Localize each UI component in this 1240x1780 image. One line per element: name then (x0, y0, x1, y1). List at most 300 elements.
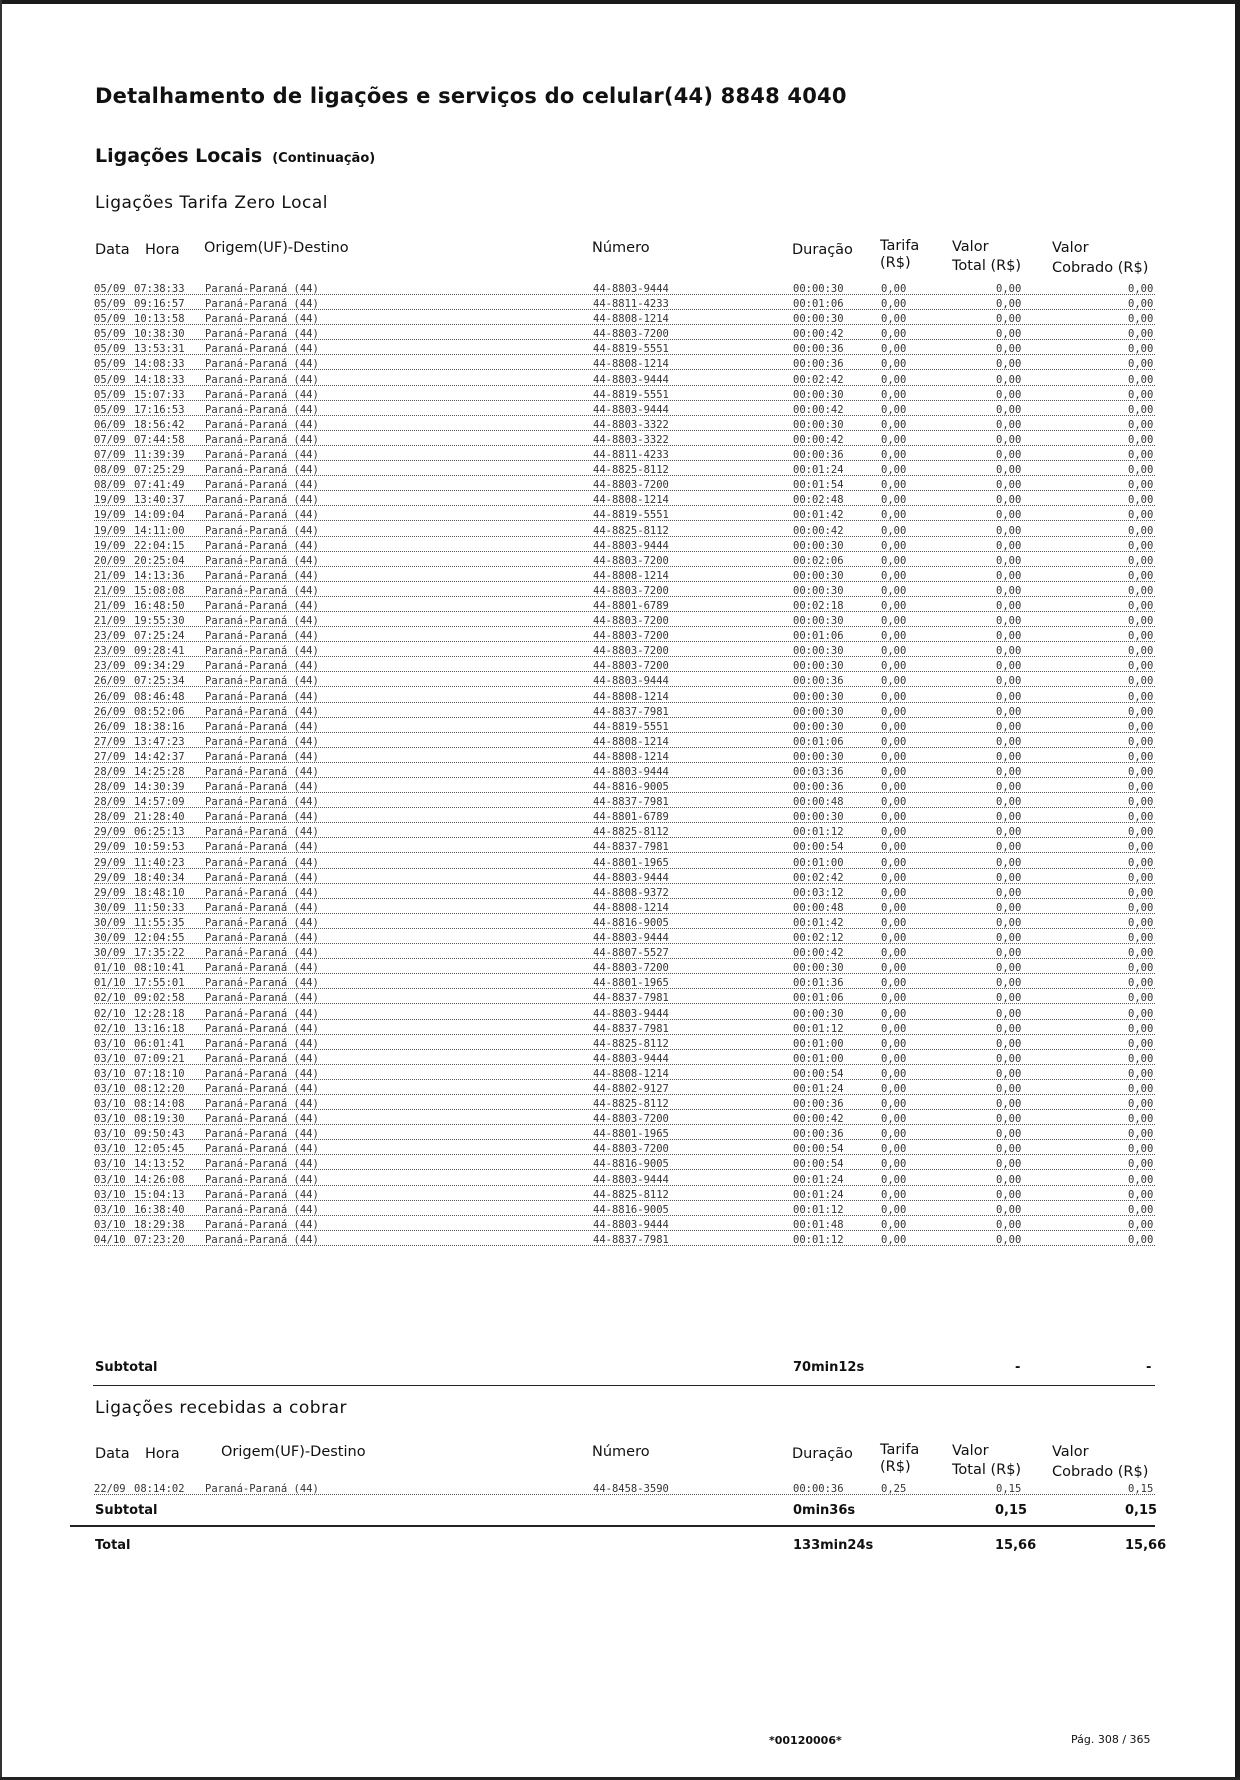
cell-time: 06:25:13 (134, 826, 185, 839)
cell-valor-total: 0,00 (996, 1113, 1022, 1126)
cell-number: 44-8808-1214 (593, 1067, 669, 1080)
cell-time: 07:09:21 (134, 1052, 185, 1065)
cell-tarifa: 0,00 (881, 328, 907, 341)
cell-date: 30/09 (94, 916, 126, 929)
table-row (0, 1128, 1240, 1143)
cell-valor-total: 0,00 (996, 750, 1022, 763)
table-row (0, 1189, 1240, 1204)
cell-valor-total: 0,00 (996, 283, 1022, 295)
cell-origin: Paraná-Paraná (44) (205, 1037, 319, 1050)
cell-valor-total: 0,00 (996, 932, 1022, 945)
cell-duration: 00:01:12 (793, 826, 844, 839)
cell-valor-cobrado: 0,00 (1128, 1233, 1154, 1246)
cell-number: 44-8803-9444 (593, 1052, 669, 1065)
cell-number: 44-8837-7981 (593, 1233, 669, 1246)
cell-valor-total: 0,00 (996, 358, 1022, 371)
cell-number: 44-8803-9444 (593, 373, 669, 386)
cell-valor-total: 0,00 (996, 645, 1022, 658)
cell-duration: 00:00:36 (793, 358, 844, 371)
cell-tarifa: 0,00 (881, 947, 907, 960)
cell-tarifa: 0,00 (881, 1098, 907, 1111)
cell-duration: 00:00:30 (793, 720, 844, 733)
cell-number: 44-8801-6789 (593, 599, 669, 612)
cell-valor-cobrado: 0,00 (1128, 358, 1154, 371)
cell-date: 03/10 (94, 1188, 126, 1201)
cell-time: 11:40:23 (134, 856, 185, 869)
cell-valor-cobrado: 0,00 (1128, 916, 1154, 929)
header-valor-label: Valor (952, 239, 989, 255)
cell-duration: 00:01:00 (793, 856, 844, 869)
table-row (0, 962, 1240, 977)
cell-number: 44-8803-9444 (593, 871, 669, 884)
cell-tarifa: 0,00 (881, 343, 907, 356)
cell-duration: 00:00:36 (793, 1128, 844, 1141)
cell-valor-cobrado: 0,00 (1128, 690, 1154, 703)
table-row (0, 1023, 1240, 1038)
cell-duration: 00:00:30 (793, 388, 844, 401)
cell-date: 26/09 (94, 720, 126, 733)
cell-time: 14:25:28 (134, 766, 185, 778)
subtotal-valor-total: 0,15 (995, 1503, 1028, 1518)
table-row (0, 1098, 1240, 1113)
cell-origin: Paraná-Paraná (44) (205, 690, 319, 703)
cell-origin: Paraná-Paraná (44) (205, 826, 319, 839)
cell-origin: Paraná-Paraná (44) (205, 645, 319, 658)
cell-date: 03/10 (94, 1128, 126, 1141)
header-data: Data (95, 1446, 130, 1462)
cell-duration: 00:00:54 (793, 1143, 844, 1156)
cell-tarifa: 0,00 (881, 298, 907, 311)
cell-duration: 00:00:30 (793, 645, 844, 658)
cell-time: 11:39:39 (134, 449, 185, 462)
cell-time: 07:25:24 (134, 630, 185, 643)
cell-tarifa: 0,00 (881, 1203, 907, 1216)
cell-valor-total: 0,00 (996, 1052, 1022, 1065)
cell-duration: 00:00:36 (793, 1098, 844, 1111)
cell-tarifa: 0,00 (881, 1052, 907, 1065)
cell-duration: 00:01:06 (793, 298, 844, 311)
cell-valor-total: 0,00 (996, 841, 1022, 854)
cell-tarifa: 0,00 (881, 1082, 907, 1095)
cell-duration: 00:00:30 (793, 811, 844, 824)
cell-origin: Paraná-Paraná (44) (205, 524, 319, 537)
table-row (0, 841, 1240, 856)
table-row (0, 675, 1240, 690)
cell-valor-cobrado: 0,00 (1128, 1052, 1154, 1065)
cell-date: 05/09 (94, 283, 126, 295)
cell-date: 02/10 (94, 992, 126, 1005)
cell-valor-cobrado: 0,00 (1128, 554, 1154, 567)
cell-time: 16:48:50 (134, 599, 185, 612)
cell-tarifa: 0,00 (881, 992, 907, 1005)
cell-duration: 00:00:30 (793, 283, 844, 295)
subtotal-duration: 0min36s (793, 1503, 856, 1518)
cell-tarifa: 0,00 (881, 1188, 907, 1201)
header-numero: Número (592, 1444, 650, 1460)
cell-tarifa: 0,00 (881, 932, 907, 945)
cell-duration: 00:00:30 (793, 539, 844, 552)
header-valor-cobrado (1052, 238, 1148, 278)
header-cobrado-label: Cobrado (R$) (1052, 260, 1149, 276)
cell-date: 26/09 (94, 705, 126, 718)
cell-time: 17:35:22 (134, 947, 185, 960)
cell-valor-total: 0,00 (996, 660, 1022, 673)
cell-tarifa: 0,00 (881, 358, 907, 371)
cell-number: 44-8803-9444 (593, 932, 669, 945)
cell-duration: 00:00:36 (793, 449, 844, 462)
cell-origin: Paraná-Paraná (44) (205, 1188, 319, 1201)
cell-valor-cobrado: 0,00 (1128, 645, 1154, 658)
section-title-text: Ligações Locais (95, 145, 263, 167)
cell-duration: 00:01:06 (793, 630, 844, 643)
cell-valor-total: 0,00 (996, 1203, 1022, 1216)
table-row (0, 1174, 1240, 1189)
table-row (0, 751, 1240, 766)
cell-origin: Paraná-Paraná (44) (205, 615, 319, 628)
cell-duration: 00:01:24 (793, 1173, 844, 1186)
cell-date: 29/09 (94, 871, 126, 884)
table-row (0, 570, 1240, 585)
cell-valor-cobrado: 0,00 (1128, 660, 1154, 673)
cell-number: 44-8819-5551 (593, 509, 669, 522)
cell-origin: Paraná-Paraná (44) (205, 418, 319, 431)
cell-number: 44-8825-8112 (593, 464, 669, 477)
cell-date: 19/09 (94, 509, 126, 522)
cell-tarifa: 0,00 (881, 1067, 907, 1080)
table-row (0, 826, 1240, 841)
cell-valor-total: 0,00 (996, 1188, 1022, 1201)
cell-valor-total: 0,00 (996, 403, 1022, 416)
cell-time: 07:25:29 (134, 464, 185, 477)
divider (70, 1525, 1155, 1527)
table-row (0, 947, 1240, 962)
cell-valor-total: 0,00 (996, 1037, 1022, 1050)
cell-origin: Paraná-Paraná (44) (205, 962, 319, 975)
cell-origin: Paraná-Paraná (44) (205, 675, 319, 688)
cell-time: 07:18:10 (134, 1067, 185, 1080)
cell-valor-cobrado: 0,00 (1128, 373, 1154, 386)
cell-date: 03/10 (94, 1082, 126, 1095)
cell-valor-total: 0,00 (996, 690, 1022, 703)
table-row (0, 1008, 1240, 1023)
header-tarifa-unit: (R$) (880, 1459, 911, 1475)
cell-valor-total: 0,00 (996, 418, 1022, 431)
cell-date: 05/09 (94, 403, 126, 416)
cell-date: 03/10 (94, 1037, 126, 1050)
table-row (0, 1204, 1240, 1219)
cell-tarifa: 0,00 (881, 388, 907, 401)
cell-tarifa: 0,00 (881, 705, 907, 718)
cell-date: 30/09 (94, 947, 126, 960)
cell-time: 13:47:23 (134, 735, 185, 748)
cell-valor-cobrado: 0,00 (1128, 1203, 1154, 1216)
subtotal-duration: 70min12s (793, 1360, 865, 1375)
cell-time: 22:04:15 (134, 539, 185, 552)
cell-time: 15:04:13 (134, 1188, 185, 1201)
cell-date: 03/10 (94, 1158, 126, 1171)
table-row (0, 811, 1240, 826)
cell-valor-total: 0,00 (996, 509, 1022, 522)
cell-time: 14:08:33 (134, 358, 185, 371)
cell-tarifa: 0,00 (881, 886, 907, 899)
cell-valor-cobrado: 0,00 (1128, 615, 1154, 628)
cell-valor-cobrado: 0,00 (1128, 901, 1154, 914)
cell-tarifa: 0,00 (881, 826, 907, 839)
cell-valor-cobrado: 0,00 (1128, 1173, 1154, 1186)
cell-date: 27/09 (94, 750, 126, 763)
cell-tarifa: 0,00 (881, 781, 907, 794)
cell-origin: Paraná-Paraná (44) (205, 343, 319, 356)
cell-valor-cobrado: 0,00 (1128, 630, 1154, 643)
cell-origin: Paraná-Paraná (44) (205, 947, 319, 960)
cell-date: 03/10 (94, 1218, 126, 1231)
cell-date: 23/09 (94, 645, 126, 658)
cell-number: 44-8837-7981 (593, 1022, 669, 1035)
cell-valor-cobrado: 0,00 (1128, 1188, 1154, 1201)
cell-tarifa: 0,00 (881, 1158, 907, 1171)
cell-time: 09:28:41 (134, 645, 185, 658)
table-body-tarifa-zero (0, 283, 1240, 1249)
cell-valor-total: 0,00 (996, 705, 1022, 718)
cell-valor-cobrado: 0,00 (1128, 539, 1154, 552)
cell-origin: Paraná-Paraná (44) (205, 509, 319, 522)
cell-date: 21/09 (94, 615, 126, 628)
cell-time: 08:19:30 (134, 1113, 185, 1126)
table-row (0, 298, 1240, 313)
cell-time: 08:10:41 (134, 962, 185, 975)
cell-number: 44-8825-8112 (593, 826, 669, 839)
cell-number: 44-8803-9444 (593, 539, 669, 552)
table-row (0, 600, 1240, 615)
cell-valor-cobrado: 0,00 (1128, 1007, 1154, 1020)
cell-date: 30/09 (94, 901, 126, 914)
cell-number: 44-8825-8112 (593, 524, 669, 537)
header-tarifa (880, 238, 919, 272)
cell-origin: Paraná-Paraná (44) (205, 811, 319, 824)
table-row (0, 781, 1240, 796)
cell-duration: 00:00:30 (793, 418, 844, 431)
cell-valor-total: 0,00 (996, 599, 1022, 612)
cell-time: 07:38:33 (134, 283, 185, 295)
cell-number: 44-8803-7200 (593, 630, 669, 643)
subtotal-label: Subtotal (95, 1360, 158, 1375)
cell-number: 44-8803-7200 (593, 328, 669, 341)
cell-number: 44-8803-9444 (593, 403, 669, 416)
header-tarifa-unit: (R$) (880, 255, 911, 271)
cell-valor-cobrado: 0,00 (1128, 856, 1154, 869)
table-row (0, 1068, 1240, 1083)
cell-duration: 00:00:36 (793, 343, 844, 356)
cell-origin: Paraná-Paraná (44) (205, 1022, 319, 1035)
cell-time: 13:40:37 (134, 494, 185, 507)
cell-date: 29/09 (94, 886, 126, 899)
header-valor-label: Valor (952, 1443, 989, 1459)
cell-number: 44-8803-7200 (593, 554, 669, 567)
cell-tarifa: 0,00 (881, 418, 907, 431)
header-tarifa-label: Tarifa (880, 238, 920, 254)
cell-number: 44-8811-4233 (593, 449, 669, 462)
cell-origin: Paraná-Paraná (44) (205, 433, 319, 446)
cell-valor-total: 0,00 (996, 1082, 1022, 1095)
cell-valor-total: 0,00 (996, 313, 1022, 326)
cell-duration: 00:00:30 (793, 584, 844, 597)
cell-date: 03/10 (94, 1173, 126, 1186)
cell-time: 18:29:38 (134, 1218, 185, 1231)
header-valor-total (952, 238, 1021, 276)
cell-valor-total: 0,00 (996, 615, 1022, 628)
cell-date: 19/09 (94, 524, 126, 537)
subtotal-label: Subtotal (95, 1503, 158, 1518)
cell-duration: 00:01:24 (793, 1082, 844, 1095)
header-hora: Hora (145, 242, 180, 258)
cell-valor-total: 0,00 (996, 947, 1022, 960)
cell-time: 13:16:18 (134, 1022, 185, 1035)
cell-valor-total: 0,00 (996, 886, 1022, 899)
cell-number: 44-8808-1214 (593, 358, 669, 371)
cell-origin: Paraná-Paraná (44) (205, 1203, 319, 1216)
cell-time: 09:16:57 (134, 298, 185, 311)
cell-number: 44-8808-1214 (593, 313, 669, 326)
cell-duration: 00:01:00 (793, 1037, 844, 1050)
cell-number: 44-8803-9444 (593, 766, 669, 778)
cell-duration: 00:01:00 (793, 1052, 844, 1065)
cell-tarifa: 0,25 (881, 1483, 907, 1495)
cell-tarifa: 0,00 (881, 554, 907, 567)
cell-duration: 00:02:06 (793, 554, 844, 567)
cell-time: 08:14:02 (134, 1483, 185, 1495)
cell-valor-total: 0,00 (996, 1022, 1022, 1035)
header-duracao: Duração (792, 1446, 853, 1462)
table-row (0, 1143, 1240, 1158)
cell-time: 20:25:04 (134, 554, 185, 567)
cell-valor-total: 0,00 (996, 1158, 1022, 1171)
cell-date: 21/09 (94, 584, 126, 597)
cell-time: 14:13:52 (134, 1158, 185, 1171)
cell-date: 23/09 (94, 630, 126, 643)
cell-time: 15:07:33 (134, 388, 185, 401)
cell-duration: 00:03:36 (793, 766, 844, 778)
cell-origin: Paraná-Paraná (44) (205, 358, 319, 371)
cell-date: 29/09 (94, 826, 126, 839)
cell-time: 07:25:34 (134, 675, 185, 688)
cell-valor-cobrado: 0,00 (1128, 569, 1154, 582)
cell-number: 44-8837-7981 (593, 705, 669, 718)
cell-origin: Paraná-Paraná (44) (205, 796, 319, 809)
cell-valor-total: 0,00 (996, 584, 1022, 597)
cell-tarifa: 0,00 (881, 449, 907, 462)
cell-origin: Paraná-Paraná (44) (205, 1218, 319, 1231)
table-row (0, 887, 1240, 902)
cell-time: 09:50:43 (134, 1128, 185, 1141)
cell-tarifa: 0,00 (881, 584, 907, 597)
cell-date: 04/10 (94, 1233, 126, 1246)
cell-valor-cobrado: 0,00 (1128, 871, 1154, 884)
cell-time: 08:46:48 (134, 690, 185, 703)
cell-date: 08/09 (94, 464, 126, 477)
cell-valor-cobrado: 0,00 (1128, 796, 1154, 809)
table-row (0, 630, 1240, 645)
cell-date: 22/09 (94, 1483, 126, 1495)
cell-valor-total: 0,00 (996, 1233, 1022, 1246)
cell-duration: 00:00:36 (793, 781, 844, 794)
cell-date: 03/10 (94, 1098, 126, 1111)
cell-duration: 00:01:12 (793, 1022, 844, 1035)
table-row (0, 283, 1240, 298)
cell-date: 29/09 (94, 841, 126, 854)
cell-duration: 00:00:30 (793, 690, 844, 703)
cell-time: 07:23:20 (134, 1233, 185, 1246)
cell-date: 03/10 (94, 1052, 126, 1065)
cell-valor-cobrado: 0,00 (1128, 328, 1154, 341)
cell-date: 03/10 (94, 1203, 126, 1216)
cell-tarifa: 0,00 (881, 720, 907, 733)
header-origem: Origem(UF)-Destino (204, 240, 349, 256)
table-row (0, 1083, 1240, 1098)
cell-date: 01/10 (94, 977, 126, 990)
cell-valor-total: 0,00 (996, 977, 1022, 990)
table-row (0, 343, 1240, 358)
cell-valor-cobrado: 0,00 (1128, 1098, 1154, 1111)
subtotal-row-recebidas (0, 1503, 1240, 1523)
cell-origin: Paraná-Paraná (44) (205, 373, 319, 386)
section-note: (Continuação) (272, 151, 376, 166)
cell-time: 14:09:04 (134, 509, 185, 522)
cell-valor-cobrado: 0,00 (1128, 766, 1154, 778)
cell-time: 09:02:58 (134, 992, 185, 1005)
table-row (0, 796, 1240, 811)
cell-duration: 00:00:42 (793, 947, 844, 960)
cell-origin: Paraná-Paraná (44) (205, 1173, 319, 1186)
cell-duration: 00:00:42 (793, 1113, 844, 1126)
cell-valor-total: 0,00 (996, 675, 1022, 688)
cell-duration: 00:01:48 (793, 1218, 844, 1231)
cell-number: 44-8803-9444 (593, 1173, 669, 1186)
cell-number: 44-8803-9444 (593, 1007, 669, 1020)
cell-valor-total: 0,00 (996, 1098, 1022, 1111)
cell-duration: 00:00:48 (793, 901, 844, 914)
header-duracao: Duração (792, 242, 853, 258)
table-row (0, 917, 1240, 932)
cell-tarifa: 0,00 (881, 962, 907, 975)
cell-date: 19/09 (94, 539, 126, 552)
header-total-label: Total (R$) (952, 1462, 1022, 1478)
cell-valor-cobrado: 0,00 (1128, 1022, 1154, 1035)
cell-origin: Paraná-Paraná (44) (205, 539, 319, 552)
cell-valor-cobrado: 0,00 (1128, 464, 1154, 477)
cell-time: 17:55:01 (134, 977, 185, 990)
cell-number: 44-8803-9444 (593, 283, 669, 295)
cell-tarifa: 0,00 (881, 675, 907, 688)
cell-origin: Paraná-Paraná (44) (205, 554, 319, 567)
cell-time: 11:50:33 (134, 901, 185, 914)
cell-time: 13:53:31 (134, 343, 185, 356)
cell-tarifa: 0,00 (881, 630, 907, 643)
cell-date: 28/09 (94, 796, 126, 809)
cell-valor-cobrado: 0,00 (1128, 283, 1154, 295)
total-valor-total: 15,66 (995, 1538, 1037, 1553)
total-valor-cobrado: 15,66 (1125, 1538, 1167, 1553)
cell-valor-total: 0,00 (996, 766, 1022, 778)
cell-time: 15:08:08 (134, 584, 185, 597)
cell-number: 44-8837-7981 (593, 992, 669, 1005)
header-numero: Número (592, 240, 650, 256)
cell-time: 18:48:10 (134, 886, 185, 899)
cell-tarifa: 0,00 (881, 1113, 907, 1126)
subtotal-valor-cobrado: - (1146, 1360, 1152, 1375)
cell-number: 44-8816-9005 (593, 1158, 669, 1171)
cell-tarifa: 0,00 (881, 901, 907, 914)
cell-valor-total: 0,00 (996, 992, 1022, 1005)
